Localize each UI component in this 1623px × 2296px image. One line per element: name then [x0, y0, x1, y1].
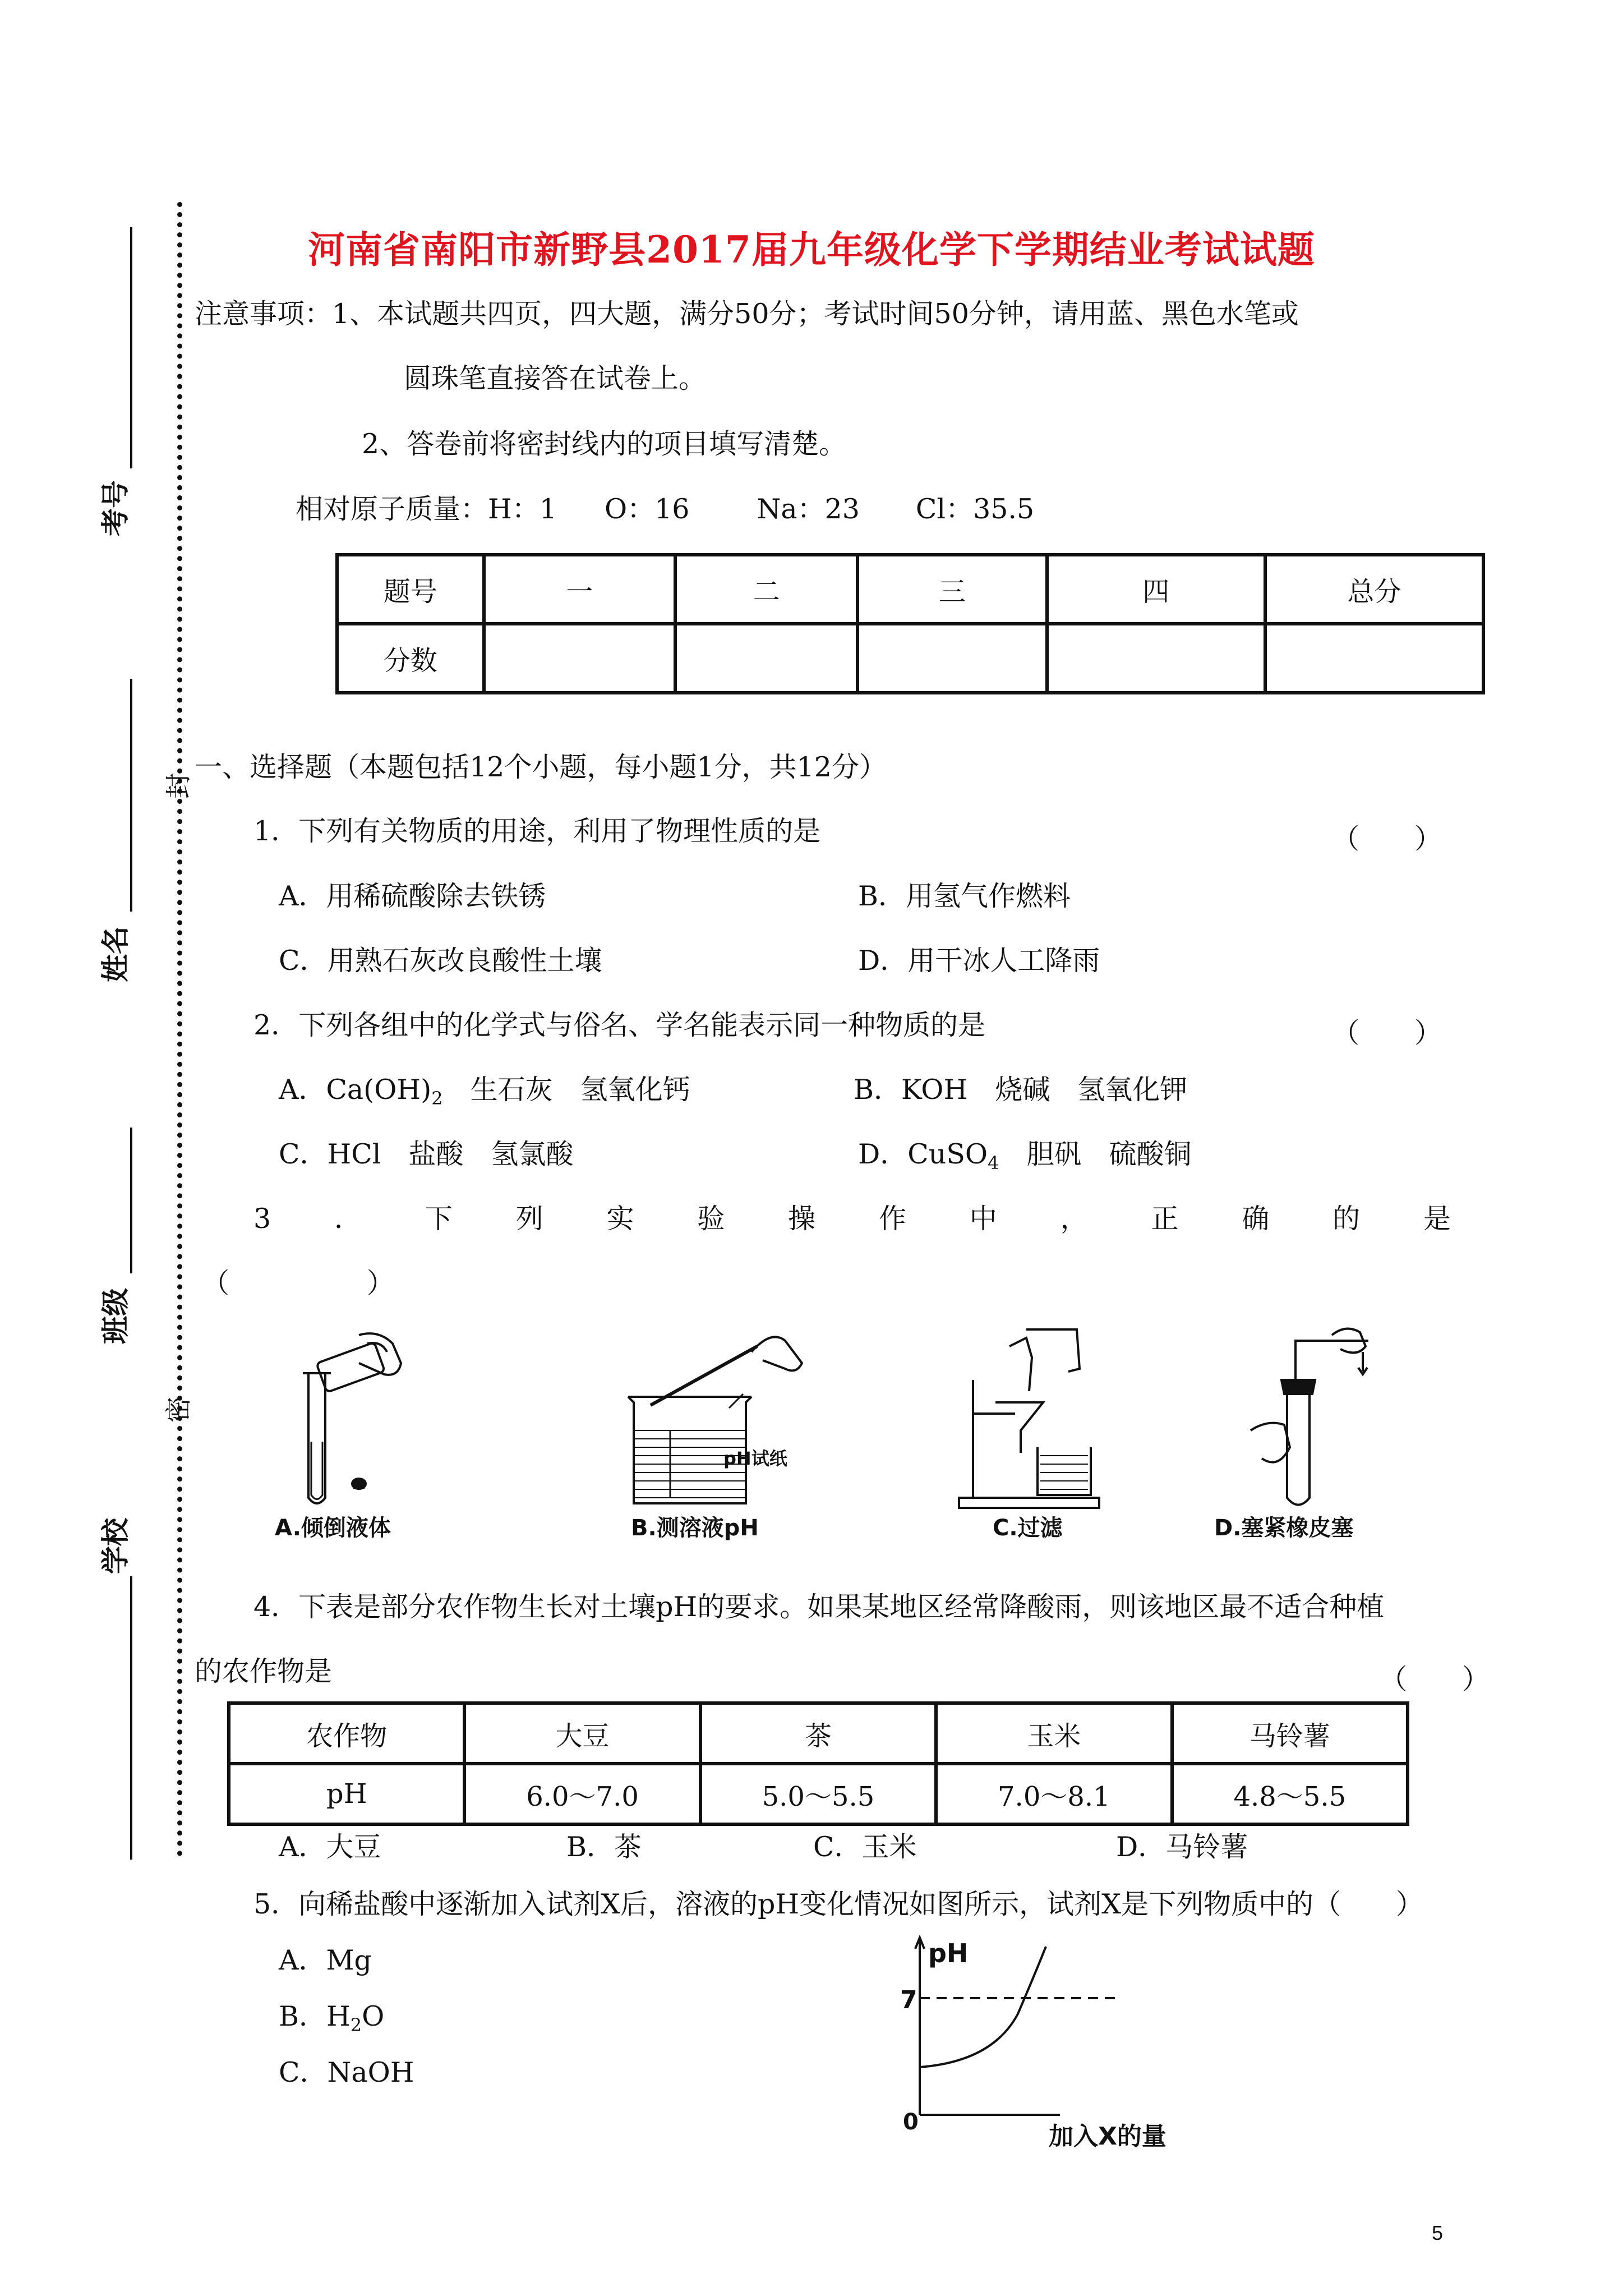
crop-header-cell: 玉米 — [936, 1703, 1172, 1764]
crop-cell: 5.0～5.5 — [700, 1764, 936, 1824]
exam-number-rule — [130, 227, 132, 468]
exam-number-label: 考号 — [99, 480, 132, 536]
notice-line-3: 2、答卷前将密封线内的项目填写清楚。 — [362, 428, 847, 460]
score-cell-total[interactable] — [1265, 624, 1483, 693]
crop-header-cell: 农作物 — [229, 1703, 464, 1764]
q3-answer-blank: （ ） — [202, 1267, 395, 1299]
q2-stem: 2．下列各组中的化学式与俗名、学名能表示同一种物质的是 — [253, 1009, 986, 1041]
crop-header-cell: 茶 — [700, 1703, 936, 1764]
figure-c-label: C.过滤 — [993, 1515, 1063, 1541]
q5-stem: 5．向稀盐酸中逐渐加入试剂X后，溶液的pH变化情况如图所示，试剂X是下列物质中的（ ） — [253, 1888, 1424, 1920]
figure-a-pouring-liquid — [247, 1329, 415, 1515]
ph-paper-label: pH试纸 — [723, 1448, 787, 1469]
q2-option-a: A．$Ca(OH)_2$ 生石灰 氢氧化钙 — [279, 1074, 690, 1109]
class-label: 班级 — [99, 1288, 132, 1344]
figure-a-label: A.倾倒液体 — [275, 1515, 391, 1541]
figure-b-label: B.测溶液pH — [631, 1515, 759, 1541]
score-cell-3[interactable] — [857, 624, 1047, 693]
atomic-mass-o: O：16 — [604, 493, 690, 525]
score-cell-1[interactable] — [484, 624, 676, 693]
q4-option-a: A．大豆 — [279, 1831, 381, 1863]
name-rule — [130, 679, 132, 912]
crop-cell: 6.0～7.0 — [464, 1764, 700, 1824]
q4-option-c: C．玉米 — [813, 1831, 917, 1863]
score-header-cell: 总分 — [1265, 555, 1483, 624]
score-cell-4[interactable] — [1047, 624, 1265, 693]
seal-char-mi: 密 — [163, 1397, 193, 1423]
seal-char-feng: 封 — [163, 773, 193, 799]
q1-option-d: D．用干冰人工降雨 — [858, 945, 1100, 977]
graph-y-label: pH — [928, 1938, 969, 1968]
q1-stem: 1．下列有关物质的用途，利用了物理性质的是 — [253, 815, 821, 847]
q4-option-d: D．马铃薯 — [1116, 1831, 1248, 1863]
atomic-mass-line — [296, 495, 1034, 523]
crop-table-row — [229, 1764, 1408, 1824]
page-number: 5 — [1432, 2221, 1444, 2244]
crop-cell: 7.0～8.1 — [936, 1764, 1172, 1824]
ph-change-graph — [875, 1930, 1189, 2137]
page-title: 河南省南阳市新野县2017届九年级化学下学期结业考试试题 — [308, 228, 1315, 272]
score-table — [335, 553, 1485, 694]
q1-answer-blank: （ ） — [1332, 823, 1442, 855]
figure-d-label: D.塞紧橡皮塞 — [1214, 1515, 1354, 1541]
q2-answer-blank: （ ） — [1332, 1017, 1442, 1049]
crop-ph-table — [227, 1701, 1409, 1826]
figure-d-stopper — [1228, 1324, 1396, 1520]
crop-cell: 4.8～5.5 — [1172, 1764, 1408, 1824]
q2-option-d: D．CuSO$_4$ 胆矾 硫酸铜 — [858, 1138, 1192, 1174]
notice-line-1: 注意事项：1、本试题共四页，四大题，满分50分；考试时间50分钟，请用蓝、黑色水笔或 — [195, 298, 1299, 330]
figure-b-measure-ph — [617, 1329, 808, 1515]
figure-c-filtering — [948, 1318, 1116, 1515]
graph-origin-label: 0 — [903, 2109, 919, 2135]
q4-stem-line-2: 的农作物是 — [195, 1655, 333, 1687]
atomic-mass-cl: Cl：35.5 — [915, 493, 1035, 525]
score-table-header-row — [337, 555, 1483, 624]
q4-answer-blank: （ ） — [1380, 1663, 1490, 1695]
q4-option-b: B．茶 — [566, 1831, 642, 1863]
score-header-cell: 四 — [1047, 555, 1265, 624]
q1-option-c: C．用熟石灰改良酸性土壤 — [279, 945, 602, 977]
graph-x-label: 加入X的量 — [1049, 2122, 1166, 2151]
score-header-cell: 题号 — [337, 555, 484, 624]
atomic-mass-label: 相对原子质量： — [296, 493, 488, 525]
score-table-row — [337, 624, 1483, 693]
crop-cell: pH — [229, 1764, 464, 1824]
crop-header-cell: 大豆 — [464, 1703, 700, 1764]
atomic-mass-h: H：1 — [488, 493, 557, 525]
q4-stem-line-1: 4．下表是部分农作物生长对土壤pH的要求。如果某地区经常降酸雨，则该地区最不适合种植 — [253, 1591, 1385, 1623]
q2-option-b: B．KOH 烧碱 氢氧化钾 — [854, 1074, 1188, 1106]
school-label: 学校 — [99, 1518, 132, 1574]
score-row-label: 分数 — [337, 624, 484, 693]
atomic-mass-na: Na：23 — [757, 493, 860, 525]
score-header-cell: 三 — [857, 555, 1047, 624]
q5-option-b: B．$H_2O$ — [279, 2000, 385, 2036]
seal-dotted-line — [177, 202, 182, 1857]
name-label: 姓名 — [99, 926, 132, 982]
crop-table-header-row — [229, 1703, 1408, 1764]
q5-option-a: A．Mg — [279, 1944, 372, 1976]
notice-line-2: 圆珠笔直接答在试卷上。 — [404, 362, 707, 394]
school-rule — [130, 1576, 132, 1860]
q1-option-b: B．用氢气作燃料 — [858, 880, 1071, 912]
section-1-heading: 一、选择题（本题包括12个小题，每小题1分，共12分） — [195, 751, 887, 783]
score-header-cell: 一 — [484, 555, 676, 624]
q2-option-c: C．HCl 盐酸 氢氯酸 — [279, 1138, 574, 1170]
crop-header-cell: 马铃薯 — [1172, 1703, 1408, 1764]
score-header-cell: 二 — [675, 555, 857, 624]
q3-stem: 3 ． 下 列 实 验 操 作 中 ， 正 确 的 是 — [253, 1203, 1451, 1235]
score-cell-2[interactable] — [675, 624, 857, 693]
graph-seven-label: 7 — [900, 1986, 917, 2014]
q1-option-a: A．用稀硫酸除去铁锈 — [279, 880, 546, 912]
class-rule — [130, 1128, 132, 1273]
q5-option-c: C．NaOH — [279, 2056, 414, 2088]
